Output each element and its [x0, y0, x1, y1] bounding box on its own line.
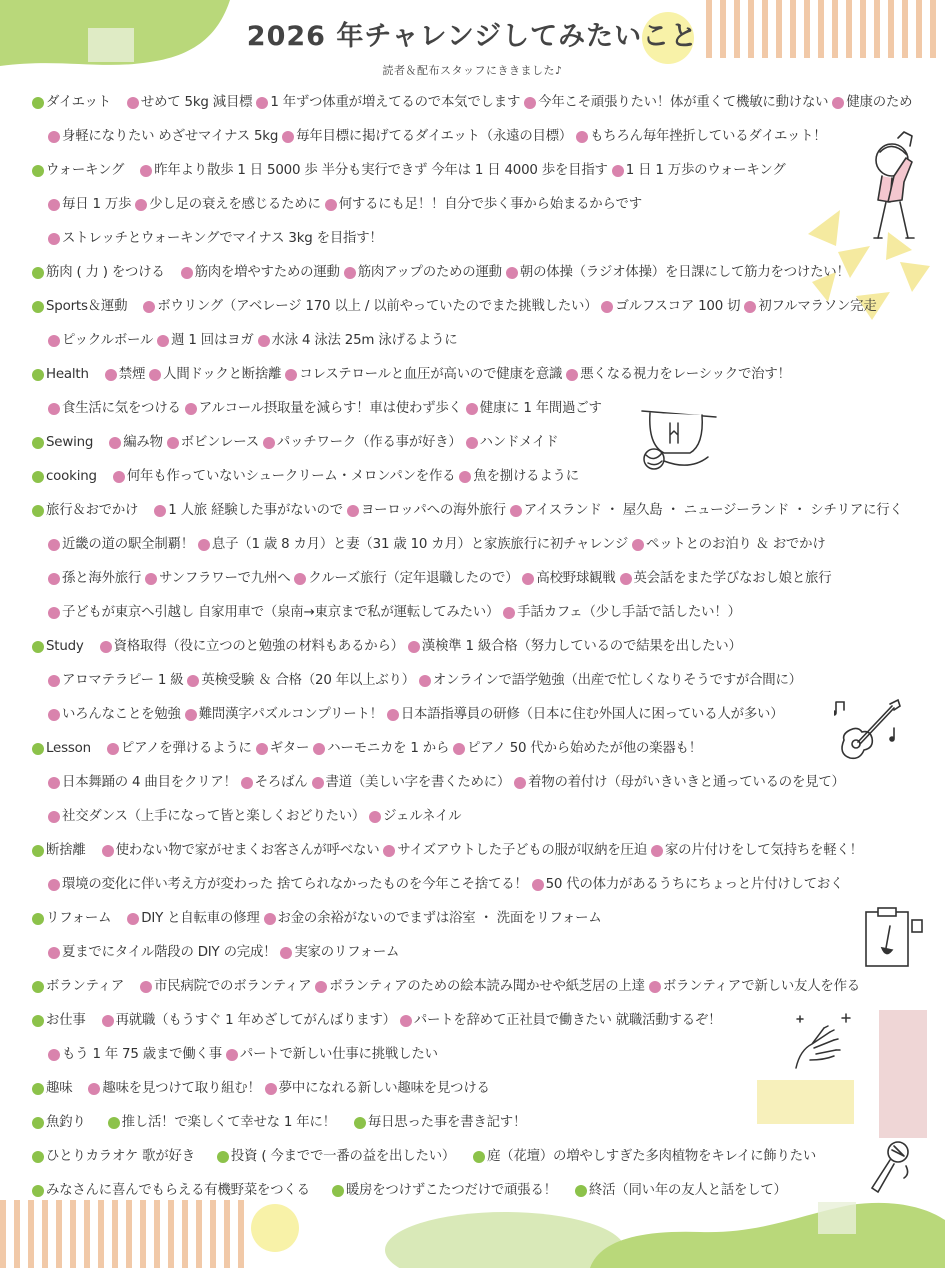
item-dot-icon — [48, 131, 60, 143]
list-row — [30, 124, 935, 158]
list-item: コレステロールと血圧が高いので健康を意識 — [299, 367, 563, 382]
list-item: パッチワーク（作る事が好き） — [276, 435, 462, 450]
item-dot-icon — [140, 981, 152, 993]
item-dot-icon — [145, 573, 157, 585]
list-item: 社交ダンス（上手になって皆と楽しくおどりたい） — [62, 809, 366, 824]
list-row — [30, 1144, 935, 1178]
list-item: 今年こそ頑張りたい！体が重くて機敏に動けない — [538, 95, 829, 110]
list-item: 食生活に気をつける — [62, 401, 181, 416]
list-item: 禁煙 — [118, 367, 146, 382]
list-row — [30, 702, 935, 736]
item-dot-icon — [48, 199, 60, 211]
list-item: 編み物 — [123, 435, 163, 450]
item-dot-icon — [167, 437, 179, 449]
microphone-icon — [864, 1138, 914, 1198]
manicure-hand-icon — [790, 1010, 856, 1074]
item-dot-icon — [256, 743, 268, 755]
list-item: 環境の変化に伴い考え方が変わった 捨てられなかったものを今年こそ捨てる！ — [62, 877, 528, 892]
clipboard-icon — [862, 906, 926, 970]
category-dot-icon — [32, 369, 44, 381]
list-item: 使わない物で家がせまくお客さんが呼べない — [115, 843, 380, 858]
category-dot-icon — [32, 505, 44, 517]
category-label: 筋肉 ( 力 ) をつける — [46, 265, 165, 280]
category-label: 暖房をつけずこたつだけで頑張る！ — [345, 1183, 557, 1198]
item-dot-icon — [285, 369, 297, 381]
list-item: 毎日 1 万歩 — [62, 197, 132, 212]
item-dot-icon — [135, 199, 147, 211]
list-row — [30, 294, 935, 328]
item-dot-icon — [566, 369, 578, 381]
list-item: もちろん毎年挫折しているダイエット！ — [590, 129, 827, 144]
item-dot-icon — [48, 573, 60, 585]
item-dot-icon — [48, 403, 60, 415]
list-item: ピックルボール — [62, 333, 154, 348]
item-dot-icon — [280, 947, 292, 959]
item-dot-icon — [157, 335, 169, 347]
list-row — [30, 838, 935, 872]
list-item: 近畿の道の駅全制覇！ — [62, 537, 194, 552]
category-label: cooking — [46, 469, 97, 484]
item-dot-icon — [649, 981, 661, 993]
category-label: 投資 ( 今までで一番の益を出したい） — [230, 1149, 456, 1164]
list-item: 週 1 回はヨガ — [171, 333, 254, 348]
item-dot-icon — [294, 573, 306, 585]
item-dot-icon — [127, 913, 139, 925]
item-dot-icon — [241, 777, 253, 789]
list-item: ピアノを弾けるように — [120, 741, 252, 756]
item-dot-icon — [102, 1015, 114, 1027]
list-item: ハーモニカを 1 から — [327, 741, 450, 756]
category-label: 旅行＆おでかけ — [46, 503, 139, 518]
list-row — [30, 90, 935, 124]
item-dot-icon — [612, 165, 624, 177]
item-dot-icon — [832, 97, 844, 109]
item-dot-icon — [408, 641, 420, 653]
item-dot-icon — [466, 403, 478, 415]
list-item: 健康に 1 年間過ごす — [479, 401, 602, 416]
item-dot-icon — [510, 505, 522, 517]
list-item: 夏までにタイル階段の DIY の完成！ — [62, 945, 277, 960]
list-item: ペットとのお泊り ＆ おでかけ — [646, 537, 826, 552]
category-dot-icon — [32, 165, 44, 177]
category-dot-icon — [32, 1151, 44, 1163]
list-item: 1 年ずつ体重が増えてるので本気でします — [270, 95, 521, 110]
item-dot-icon — [453, 743, 465, 755]
item-dot-icon — [256, 97, 268, 109]
list-item: ジェルネイル — [383, 809, 462, 824]
list-item: 1 日 1 万歩のウォーキング — [625, 163, 786, 178]
list-item: 何するにも足！！自分で歩く事から始まるからです — [338, 197, 642, 212]
list-item: ヨーロッパへの海外旅行 — [360, 503, 506, 518]
list-item: オンラインで語学勉強（出産で忙しくなりそうですが合間に） — [432, 673, 802, 688]
list-item: 毎年目標に掲げてるダイエット（永遠の目標） — [296, 129, 573, 144]
item-dot-icon — [109, 437, 121, 449]
category-label: ダイエット — [46, 95, 111, 110]
list-row — [30, 260, 935, 294]
list-item: パートを辞めて正社員で働きたい 就職活動するぞ！ — [413, 1013, 722, 1028]
list-row — [30, 770, 935, 804]
item-dot-icon — [400, 1015, 412, 1027]
category-label: みなさんに喜んでもらえる有機野菜をつくる — [46, 1183, 310, 1198]
category-label: 断捨離 — [46, 843, 86, 858]
item-dot-icon — [140, 165, 152, 177]
guitar-icon — [834, 698, 906, 764]
list-row — [30, 1076, 935, 1110]
item-dot-icon — [532, 879, 544, 891]
item-dot-icon — [620, 573, 632, 585]
item-dot-icon — [459, 471, 471, 483]
list-row — [30, 362, 935, 396]
category-dot-icon — [575, 1185, 587, 1197]
list-item: 英検受験 ＆ 合格（20 年以上ぶり） — [201, 673, 415, 688]
category-dot-icon — [32, 301, 44, 313]
list-item: 人間ドックと断捨離 — [163, 367, 282, 382]
category-label: Sports＆運動 — [46, 299, 128, 314]
category-dot-icon — [32, 1117, 44, 1129]
item-dot-icon — [466, 437, 478, 449]
item-dot-icon — [48, 675, 60, 687]
list-row — [30, 328, 935, 362]
item-dot-icon — [576, 131, 588, 143]
category-label: 趣味 — [46, 1081, 73, 1096]
category-label: Lesson — [46, 741, 91, 756]
item-dot-icon — [48, 539, 60, 551]
category-dot-icon — [332, 1185, 344, 1197]
item-dot-icon — [226, 1049, 238, 1061]
category-dot-icon — [32, 743, 44, 755]
item-dot-icon — [503, 607, 515, 619]
list-item: パートで新しい仕事に挑戦したい — [239, 1047, 438, 1062]
category-dot-icon — [108, 1117, 120, 1129]
category-label: ひとりカラオケ 歌が好き — [46, 1149, 195, 1164]
item-dot-icon — [48, 709, 60, 721]
item-dot-icon — [48, 777, 60, 789]
item-dot-icon — [107, 743, 119, 755]
list-item: せめて 5kg 減目標 — [140, 95, 253, 110]
list-item: 昨年より散歩 1 日 5000 歩 半分も実行できず 今年は 1 日 4000 歩を目指す — [154, 163, 608, 178]
item-dot-icon — [143, 301, 155, 313]
item-dot-icon — [506, 267, 518, 279]
list-item: ハンドメイド — [479, 435, 559, 450]
item-dot-icon — [282, 131, 294, 143]
item-dot-icon — [48, 811, 60, 823]
item-dot-icon — [419, 675, 431, 687]
item-dot-icon — [265, 1083, 277, 1095]
list-item: お金の余裕がないのでまずは浴室 ・ 洗面をリフォーム — [277, 911, 602, 926]
item-dot-icon — [315, 981, 327, 993]
list-item: 市民病院でのボランティア — [154, 979, 312, 994]
list-item: 健康のため — [846, 95, 913, 110]
item-dot-icon — [185, 709, 197, 721]
page-title: 2026 年チャレンジしてみたいこと — [246, 21, 699, 52]
list-row — [30, 872, 935, 906]
category-dot-icon — [32, 913, 44, 925]
list-item: 資格取得（役に立つのと勉強の材料もあるから） — [113, 639, 404, 654]
item-dot-icon — [383, 845, 395, 857]
category-dot-icon — [32, 981, 44, 993]
category-dot-icon — [473, 1151, 485, 1163]
category-dot-icon — [32, 471, 44, 483]
list-item: ギター — [269, 741, 310, 756]
item-dot-icon — [325, 199, 337, 211]
category-label: Health — [46, 367, 89, 382]
list-item: 筋肉を増やすための運動 — [194, 265, 340, 280]
list-item: サンフラワーで九州へ — [159, 571, 291, 586]
list-item: 50 代の体力があるうちにちょっと片付けしておく — [545, 877, 844, 892]
category-label: リフォーム — [46, 911, 112, 926]
category-dot-icon — [32, 1185, 44, 1197]
item-dot-icon — [514, 777, 526, 789]
list-item: 少し足の衰えを感じるために — [149, 197, 321, 212]
list-item: ボウリング（アベレージ 170 以上 / 以前やっていたのでまた挑戦したい） — [157, 299, 598, 314]
list-item: そろばん — [254, 775, 308, 790]
list-item: 日本語指導員の研修（日本に住む外国人に困っている人が多い） — [400, 707, 784, 722]
list-item: いろんなことを勉強 — [62, 707, 181, 722]
list-item: 筋肉アップのための運動 — [357, 265, 502, 280]
list-row — [30, 226, 935, 260]
item-dot-icon — [48, 947, 60, 959]
list-item: 初フルマラソン完走 — [758, 299, 877, 314]
list-item: 子どもが東京へ引越し 自家用車で（泉南→東京まで私が運転してみたい） — [62, 605, 500, 620]
list-row — [30, 804, 935, 838]
item-dot-icon — [387, 709, 399, 721]
category-dot-icon — [217, 1151, 229, 1163]
list-item: ピアノ 50 代から始めたが他の楽器も！ — [467, 741, 702, 756]
list-item: 高校野球観戦 — [536, 571, 616, 586]
category-label: ウォーキング — [46, 163, 125, 178]
list-row — [30, 498, 935, 532]
list-row — [30, 1178, 935, 1212]
item-dot-icon — [601, 301, 613, 313]
list-item: 着物の着付け（母がいきいきと通っているのを見て） — [528, 775, 845, 790]
list-row — [30, 192, 935, 226]
item-dot-icon — [48, 335, 60, 347]
category-label: ボランティア — [46, 979, 125, 994]
list-item: 再就職（もうすぐ 1 年めざしてがんばります） — [115, 1013, 396, 1028]
item-dot-icon — [369, 811, 381, 823]
list-item: 実家のリフォーム — [294, 945, 400, 960]
list-item: 水泳 4 泳法 25m 泳げるように — [271, 333, 458, 348]
list-item: 朝の体操（ラジオ体操）を日課にして筋力をつけたい！ — [519, 265, 850, 280]
list-item: ボランティアで新しい友人を作る — [662, 979, 861, 994]
category-dot-icon — [32, 1015, 44, 1027]
knitting-icon — [640, 405, 718, 473]
list-item: クルーズ旅行（定年退職したので） — [308, 571, 519, 586]
category-dot-icon — [32, 267, 44, 279]
category-dot-icon — [32, 1083, 44, 1095]
item-dot-icon — [744, 301, 756, 313]
list-row — [30, 634, 935, 668]
item-dot-icon — [187, 675, 199, 687]
list-item: 漢検準 1 級合格（努力しているので結果を出したい） — [421, 639, 742, 654]
list-item: DIY と自転車の修理 — [141, 911, 260, 926]
category-label: Study — [46, 639, 84, 654]
list-item: 趣味を見つけて取り組む！ — [102, 1081, 261, 1096]
item-dot-icon — [264, 913, 276, 925]
list-row — [30, 1110, 935, 1144]
item-dot-icon — [312, 777, 324, 789]
list-item: 家の片付けをして気持ちを軽く！ — [664, 843, 863, 858]
item-dot-icon — [100, 641, 112, 653]
item-dot-icon — [632, 539, 644, 551]
item-dot-icon — [154, 505, 166, 517]
exercising-person-icon — [860, 128, 940, 248]
list-item: 魚を捌けるように — [473, 469, 579, 484]
list-item: 英会話をまた学びなおし娘と旅行 — [633, 571, 832, 586]
list-item: アロマテラピー 1 級 — [62, 673, 184, 688]
category-label: 終活（同い年の友人と話をして） — [588, 1183, 787, 1198]
item-dot-icon — [347, 505, 359, 517]
list-item: 難問漢字パズルコンプリート！ — [198, 707, 383, 722]
list-row — [30, 974, 935, 1008]
list-row — [30, 600, 935, 634]
list-item: 悪くなる視力をレーシックで治す！ — [580, 367, 791, 382]
item-dot-icon — [344, 267, 356, 279]
category-label: お仕事 — [46, 1013, 86, 1028]
item-dot-icon — [651, 845, 663, 857]
list-row — [30, 940, 935, 974]
item-dot-icon — [88, 1083, 100, 1095]
item-dot-icon — [181, 267, 193, 279]
category-label: 推し活！で楽しくて幸せな 1 年に！ — [121, 1115, 336, 1130]
list-row — [30, 906, 935, 940]
page-subtitle: 読者＆配布スタッフにききました♪ — [382, 64, 563, 77]
list-item: ストレッチとウォーキングでマイナス 3kg を目指す！ — [62, 231, 383, 246]
item-dot-icon — [313, 743, 325, 755]
list-item: ボビンレース — [180, 435, 259, 450]
item-dot-icon — [102, 845, 114, 857]
category-label: 魚釣り — [46, 1115, 86, 1130]
item-dot-icon — [48, 1049, 60, 1061]
list-item: 夢中になれる新しい趣味を見つける — [278, 1081, 490, 1096]
list-row — [30, 668, 935, 702]
list-item: アイスランド ・ 屋久島 ・ ニュージーランド ・ シチリアに行く — [523, 503, 903, 518]
list-row — [30, 566, 935, 600]
category-label: Sewing — [46, 435, 94, 450]
list-item: サイズアウトした子どもの服が収納を圧迫 — [397, 843, 647, 858]
list-item: 何年も作っていないシュークリーム・メロンパンを作る — [126, 469, 456, 484]
category-dot-icon — [32, 437, 44, 449]
list-item: 書道（美しい字を書くために） — [325, 775, 511, 790]
item-dot-icon — [127, 97, 139, 109]
list-item: 1 人旅 経験した事がないので — [168, 503, 343, 518]
item-dot-icon — [522, 573, 534, 585]
item-dot-icon — [263, 437, 275, 449]
category-dot-icon — [32, 845, 44, 857]
item-dot-icon — [149, 369, 161, 381]
list-item: 息子（1 歳 8 カ月）と妻（31 歳 10 カ月）と家族旅行に初チャレンジ — [211, 537, 629, 552]
item-dot-icon — [48, 233, 60, 245]
list-item: 身軽になりたい めざせマイナス 5kg — [62, 129, 279, 144]
list-row — [30, 158, 935, 192]
list-row — [30, 532, 935, 566]
category-label: 毎日思った事を書き記す！ — [367, 1115, 527, 1130]
item-dot-icon — [48, 607, 60, 619]
list-item: ゴルフスコア 100 切 — [615, 299, 741, 314]
category-dot-icon — [32, 641, 44, 653]
list-item: アルコール摂取量を減らす！車は使わず歩く — [198, 401, 462, 416]
list-row — [30, 464, 935, 498]
list-row — [30, 736, 935, 770]
category-label: 庭（花壇）の増やしすぎた多肉植物をキレイに飾りたい — [487, 1149, 817, 1164]
item-dot-icon — [105, 369, 117, 381]
list-row — [30, 430, 935, 464]
item-dot-icon — [113, 471, 125, 483]
category-dot-icon — [32, 97, 44, 109]
list-item: ボランティアのための絵本読み聞かせや紙芝居の上達 — [329, 979, 645, 994]
item-dot-icon — [198, 539, 210, 551]
category-dot-icon — [354, 1117, 366, 1129]
list-row — [30, 396, 935, 430]
item-dot-icon — [524, 97, 536, 109]
list-item: 孫と海外旅行 — [62, 571, 142, 586]
list-item: 手話カフェ（少し手話で話したい！） — [517, 605, 741, 620]
item-dot-icon — [185, 403, 197, 415]
item-dot-icon — [48, 879, 60, 891]
list-item: 日本舞踊の 4 曲目をクリア！ — [62, 775, 237, 790]
list-item: もう 1 年 75 歳まで働く事 — [62, 1047, 222, 1062]
item-dot-icon — [258, 335, 270, 347]
